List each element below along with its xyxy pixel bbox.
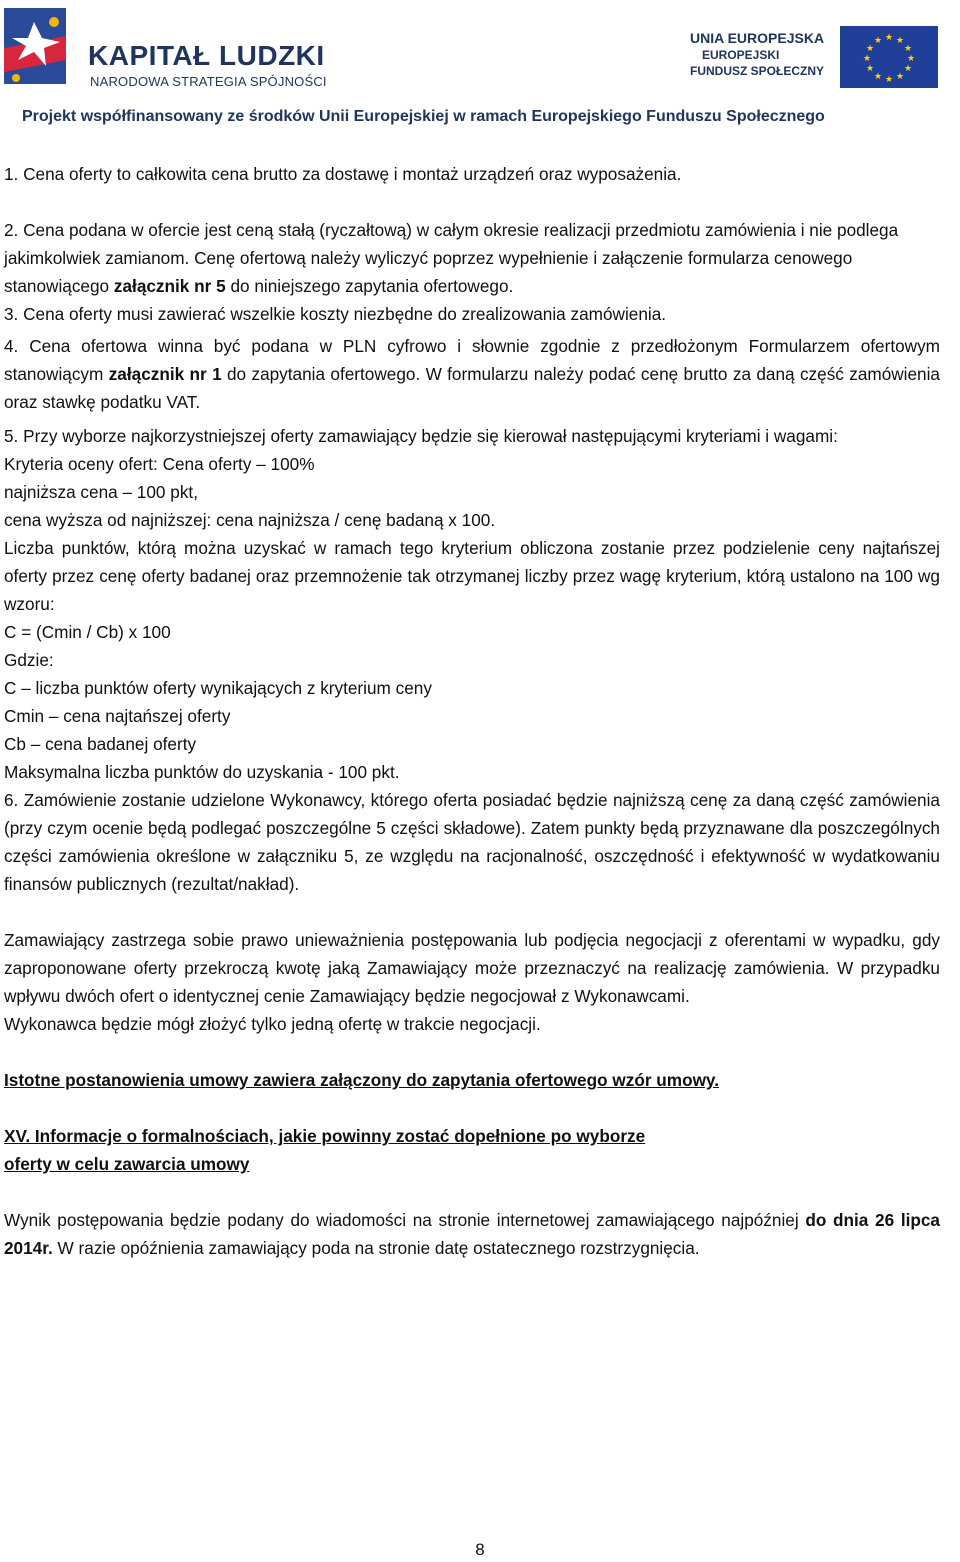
paragraph-4-text-c: do zapytania ofertowego. W formularzu należy podać cenę brutto za daną część zamówienia oraz stawkę podatku VAT. [4, 364, 940, 412]
contract-terms-note: Istotne postanowienia umowy zawiera załączony do zapytania ofertowego wzór umowy. [4, 1070, 719, 1090]
eu-flag-icon [840, 26, 938, 88]
paragraph-result [4, 1206, 940, 1262]
paragraph-result-text-a: Wynik postępowania będzie podany do wiadomości na stronie internetowej zamawiającego najpóźniej [4, 1210, 806, 1230]
paragraph-6: 6. Zamówienie zostanie udzielone Wykonawcy, którego oferta posiadać będzie najniższą cenę za daną część zamówienia (przy czym ocenie będą podlegać poszczególne 5 części składowe). Zatem punkty będą przyznawane dla poszczególnych części zamówienia określone w załączniku 5, ze względu na racjonalność, oszczędność i efektywność w wydatkowaniu finansów publicznych (rezultat/nakład). [4, 790, 940, 894]
max-points-line: Maksymalna liczba punktów do uzyskania - 100 pkt. [4, 762, 400, 782]
section-xv-heading-line-1: XV. Informacje o formalnościach, jakie powinny zostać dopełnione po wyborze [4, 1126, 646, 1146]
paragraph-4-text-a: 4. Cena ofertowa winna być podana w PLN cyfrowo i słownie zgodnie z przedłożonym Formularzem ofertowym stanowiącym [4, 336, 940, 384]
spacer [4, 188, 940, 216]
svg-text:★: ★ [895, 36, 905, 46]
svg-text:★: ★ [906, 54, 916, 64]
page-header [0, 0, 960, 150]
formula-def-c: C – liczba punktów oferty wynikających z kryterium ceny [4, 678, 432, 698]
paragraph-2-text-c: do niniejszego zapytania ofertowego. [225, 276, 514, 296]
section-xv-heading-line-2: oferty w celu zawarcia umowy [4, 1154, 250, 1174]
criteria-line-3: cena wyższa od najniższej: cena najniższa / cenę badaną x 100. [4, 510, 496, 530]
svg-text:★: ★ [884, 33, 894, 43]
eu-logo-line-3: FUNDUSZ SPOŁECZNY [690, 64, 825, 78]
kapital-ludzki-title: KAPITAŁ LUDZKI [88, 40, 325, 71]
svg-text:★: ★ [903, 44, 913, 54]
svg-text:★: ★ [903, 64, 913, 74]
kapital-ludzki-subtitle: NARODOWA STRATEGIA SPÓJNOŚCI [90, 74, 327, 89]
paragraph-1: 1. Cena oferty to całkowita cena brutto za dostawę i montaż urządzeń oraz wyposażenia. [4, 164, 682, 184]
formula-where-label: Gdzie: [4, 650, 54, 670]
eu-logo-line-2: EUROPEJSKI [702, 48, 780, 62]
svg-text:★: ★ [865, 64, 875, 74]
eu-logo-line-1: UNIA EUROPEJSKA [690, 30, 825, 46]
paragraph-single-offer: Wykonawca będzie mógł złożyć tylko jedną ofertę w trakcie negocjacji. [4, 1014, 541, 1034]
svg-text:★: ★ [895, 72, 905, 82]
spacer [4, 1178, 940, 1206]
svg-text:★: ★ [884, 75, 894, 85]
criteria-line-1: Kryteria oceny ofert: Cena oferty – 100% [4, 454, 315, 474]
eu-fund-logo [690, 22, 950, 85]
document-body [4, 160, 940, 1262]
svg-text:★: ★ [873, 36, 883, 46]
kapital-ludzki-flag-icon [4, 8, 74, 90]
spacer [4, 1038, 940, 1066]
formula-line: C = (Cmin / Cb) x 100 [4, 622, 171, 642]
paragraph-reservation: Zamawiający zastrzega sobie prawo unieważnienia postępowania lub podjęcia negocjacji z oferentami w wypadku, gdy zaproponowane oferty przekroczą kwotę jaką Zamawiający może przeznaczyć na realizację zamówienia. W przypadku wpływu dwóch ofert o identycznej cenie Zamawiający będzie negocjował z Wykonawcami. [4, 930, 940, 1006]
paragraph-5: 5. Przy wyborze najkorzystniejszej oferty zamawiający będzie się kierował następującymi kryteriami i wagami: [4, 426, 838, 446]
paragraph-2-text-a: 2. Cena podana w ofercie jest ceną stałą (ryczałtową) w całym okresie realizacji przedmiotu zamówienia i nie podlega jakimkolwiek zamianom. Cenę ofertową należy wyliczyć poprzez wypełnienie i załączenie formularza cenowego stanowiącego [4, 220, 899, 296]
paragraph-3: 3. Cena oferty musi zawierać wszelkie koszty niezbędne do zrealizowania zamówienia. [4, 304, 667, 324]
paragraph-2 [4, 216, 940, 300]
formula-def-cmin: Cmin – cena najtańszej oferty [4, 706, 231, 726]
page-number: 8 [475, 1540, 485, 1559]
attachment-1-reference: załącznik nr 1 [108, 364, 222, 384]
project-cofinancing-note: Projekt współfinansowany ze środków Unii Europejskiej w ramach Europejskiego Funduszu Społecznego [22, 108, 825, 125]
criteria-line-2: najniższa cena – 100 pkt, [4, 482, 198, 502]
paragraph-result-text-c: W razie opóźnienia zamawiający poda na stronie datę ostatecznego rozstrzygnięcia. [52, 1238, 700, 1258]
svg-text:★: ★ [865, 44, 875, 54]
attachment-5-reference: załącznik nr 5 [113, 276, 226, 296]
formula-def-cb: Cb – cena badanej oferty [4, 734, 197, 754]
svg-text:★: ★ [873, 72, 883, 82]
paragraph-points-calculation: Liczba punktów, którą można uzyskać w ramach tego kryterium obliczona zostanie przez podzielenie ceny najtańszej oferty przez cenę oferty badanej oraz przemnożenie tak otrzymanej liczby przez wagę kryterium, którą ustalono na 100 wg wzoru: [4, 538, 940, 614]
spacer [4, 1094, 940, 1122]
spacer [4, 898, 940, 926]
paragraph-4 [4, 332, 940, 416]
svg-text:★: ★ [862, 54, 872, 64]
kapital-ludzki-logo [4, 8, 327, 92]
result-deadline-date: do dnia 26 lipca 2014r. [4, 1210, 940, 1258]
